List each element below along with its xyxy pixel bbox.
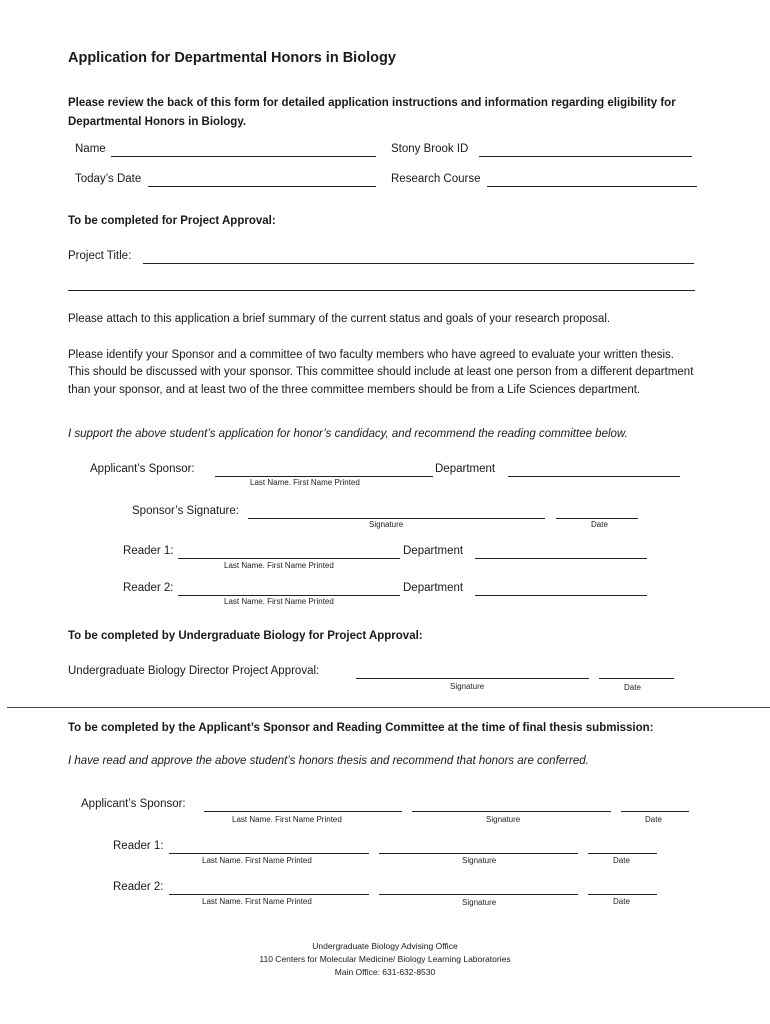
- last-name-caption: Last Name. First Name Printed: [224, 561, 334, 570]
- project-approval-heading: To be completed for Project Approval:: [68, 215, 276, 227]
- department-label: Department: [435, 463, 496, 475]
- reader2-label: Reader 2:: [123, 582, 174, 594]
- final-reader2-label: Reader 2:: [113, 881, 164, 893]
- stony-brook-id-label: Stony Brook ID: [391, 143, 469, 155]
- attach-summary-text: Please attach to this application a brief summary of the current status and goals of your research proposal.: [68, 313, 611, 325]
- stony-brook-id-field[interactable]: [479, 156, 692, 157]
- last-name-caption: Last Name. First Name Printed: [224, 597, 334, 606]
- project-title-field[interactable]: [143, 263, 694, 264]
- applicants-sponsor-label: Applicant’s Sponsor:: [90, 463, 195, 475]
- last-name-caption: Last Name. First Name Printed: [202, 897, 312, 906]
- todays-date-field[interactable]: [148, 186, 376, 187]
- final-submission-heading: To be completed by the Applicant’s Sponsor and Reading Committee at the time of final thesis submission:: [68, 722, 654, 734]
- applicants-sponsor-field[interactable]: [215, 476, 433, 477]
- final-reader2-name-field[interactable]: [169, 894, 369, 895]
- final-reader1-name-field[interactable]: [169, 853, 369, 854]
- director-approval-label: Undergraduate Biology Director Project Approval:: [68, 665, 320, 677]
- reader2-name-field[interactable]: [178, 595, 400, 596]
- page-title: Application for Departmental Honors in Biology: [68, 50, 396, 66]
- intro-text: Please review the back of this form for detailed application instructions and information regarding eligibility for Departmental Honors in Biology.: [68, 97, 676, 128]
- final-reader1-label: Reader 1:: [113, 840, 164, 852]
- signature-caption: Signature: [369, 520, 404, 529]
- research-course-field[interactable]: [487, 186, 697, 187]
- last-name-caption: Last Name. First Name Printed: [250, 478, 360, 487]
- date-caption: Date: [613, 897, 630, 906]
- sponsor-instructions: Please identify your Sponsor and a committee of two faculty members who have agreed to evaluate your written thesis. This should be discussed with your sponsor. This committee should include at least one person from a different department than your sponsor, and at least two of the three committee members should be from a Life Sciences department.: [68, 349, 694, 396]
- final-reader1-date-field[interactable]: [588, 853, 657, 854]
- date-caption: Date: [645, 815, 662, 824]
- date-caption: Date: [591, 520, 608, 529]
- department-label: Department: [403, 545, 464, 557]
- footer-phone: Main Office: 631-632-8530: [334, 967, 436, 977]
- reader1-name-field[interactable]: [178, 558, 400, 559]
- support-statement: I support the above student’s application for honor’s candidacy, and recommend the reading committee below.: [68, 428, 628, 440]
- final-reader2-date-field[interactable]: [588, 894, 657, 895]
- reader1-department-field[interactable]: [475, 558, 647, 559]
- footer-address: 110 Centers for Molecular Medicine/ Biology Learning Laboratories: [259, 954, 511, 964]
- director-signature-field[interactable]: [356, 678, 589, 679]
- sponsor-signature-date-field[interactable]: [556, 518, 638, 519]
- section-divider: [7, 707, 770, 708]
- name-field[interactable]: [111, 156, 376, 157]
- final-reader1-signature-field[interactable]: [379, 853, 578, 854]
- last-name-caption: Last Name. First Name Printed: [202, 856, 312, 865]
- sponsors-signature-label: Sponsor’s Signature:: [132, 505, 239, 517]
- reader1-label: Reader 1:: [123, 545, 174, 557]
- date-caption: Date: [624, 683, 641, 692]
- final-sponsor-date-field[interactable]: [621, 811, 689, 812]
- final-reader2-signature-field[interactable]: [379, 894, 578, 895]
- signature-caption: Signature: [450, 682, 485, 691]
- final-approval-statement: I have read and approve the above student’s honors thesis and recommend that honors are conferred.: [68, 755, 589, 767]
- final-sponsor-name-field[interactable]: [204, 811, 402, 812]
- project-title-field-line2[interactable]: [68, 290, 695, 291]
- todays-date-label: Today’s Date: [75, 173, 142, 185]
- signature-caption: Signature: [462, 856, 497, 865]
- footer-office-name: Undergraduate Biology Advising Office: [312, 941, 458, 951]
- department-label: Department: [403, 582, 464, 594]
- reader2-department-field[interactable]: [475, 595, 647, 596]
- name-label: Name: [75, 143, 106, 155]
- signature-caption: Signature: [486, 815, 521, 824]
- last-name-caption: Last Name. First Name Printed: [232, 815, 342, 824]
- signature-caption: Signature: [462, 898, 497, 907]
- final-sponsor-signature-field[interactable]: [412, 811, 611, 812]
- project-title-label: Project Title:: [68, 250, 132, 262]
- research-course-label: Research Course: [391, 173, 481, 185]
- sponsors-signature-field[interactable]: [248, 518, 545, 519]
- final-applicants-sponsor-label: Applicant’s Sponsor:: [81, 798, 186, 810]
- director-date-field[interactable]: [599, 678, 674, 679]
- undergrad-approval-heading: To be completed by Undergraduate Biology for Project Approval:: [68, 630, 423, 642]
- date-caption: Date: [613, 856, 630, 865]
- sponsor-department-field[interactable]: [508, 476, 680, 477]
